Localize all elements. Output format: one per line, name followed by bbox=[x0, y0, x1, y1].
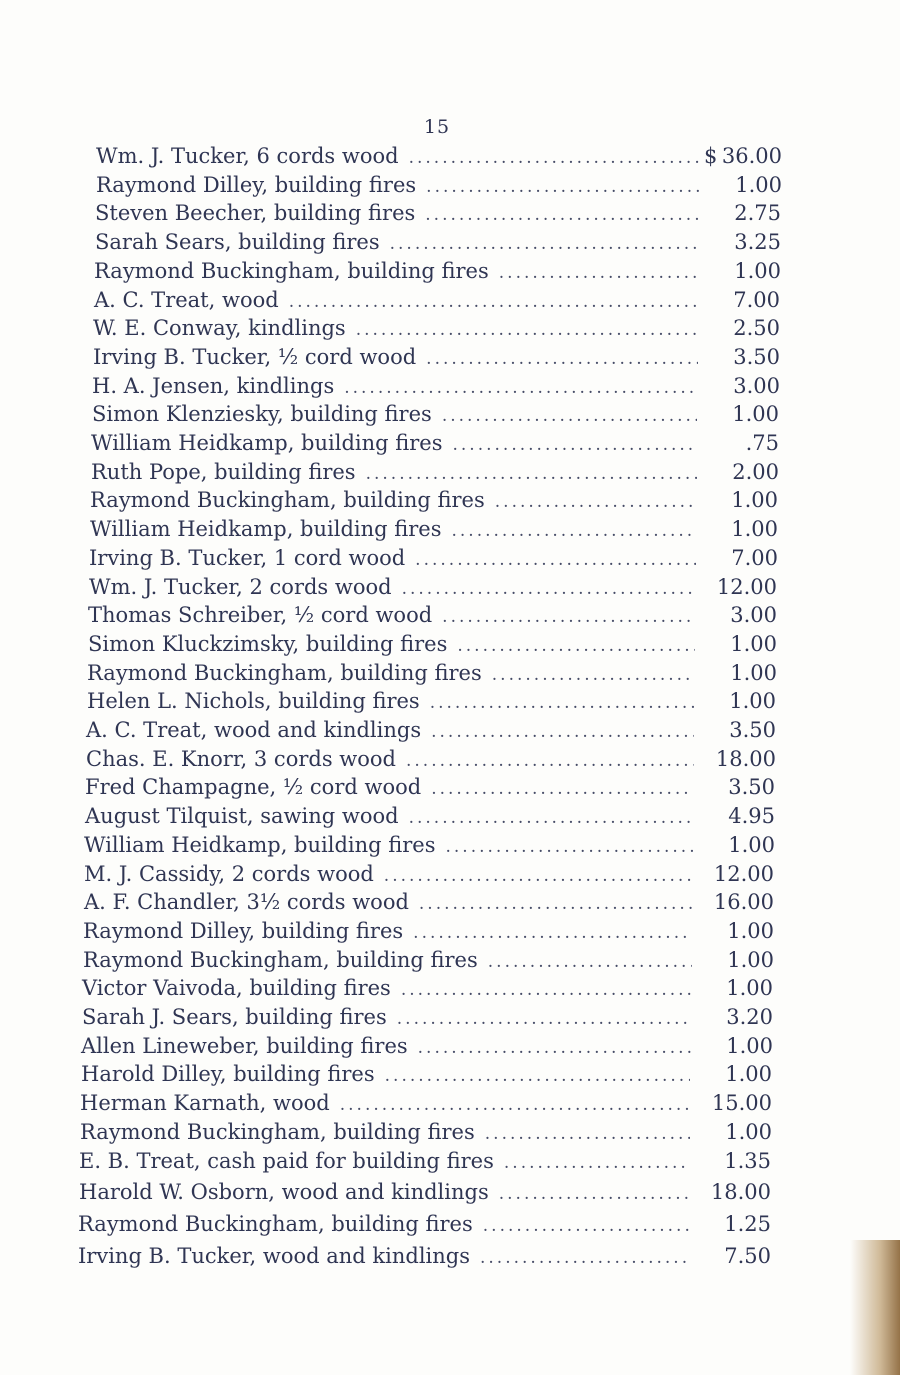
entry-amount: 3.50 bbox=[729, 718, 776, 742]
entry-amount: 1.00 bbox=[731, 517, 778, 542]
ledger-row bbox=[82, 976, 773, 1004]
entry-description: Thomas Schreiber, ½ cord wood bbox=[88, 603, 433, 628]
ledger-row bbox=[78, 1244, 771, 1272]
entry-amount: 3.50 bbox=[733, 344, 780, 369]
entry-amount: 15.00 bbox=[711, 1091, 772, 1116]
entry-description: Irving B. Tucker, ½ cord wood bbox=[93, 344, 417, 369]
ledger-row bbox=[85, 804, 775, 832]
leader-dots bbox=[453, 435, 698, 455]
entry-amount: 18.00 bbox=[710, 1180, 771, 1205]
ledger-row bbox=[92, 374, 780, 402]
entry-amount: 3.00 bbox=[733, 373, 780, 398]
entry-description: Herman Karnath, wood bbox=[80, 1091, 330, 1116]
entry-description: William Heidkamp, building fires bbox=[84, 832, 436, 857]
leader-dots bbox=[409, 148, 700, 168]
leader-dots bbox=[446, 837, 694, 857]
entry-amount: 1.00 bbox=[727, 918, 774, 943]
entry-description: Wm. J. Tucker, 2 cords wood bbox=[89, 574, 392, 599]
leader-dots bbox=[457, 636, 695, 656]
leader-dots bbox=[418, 1038, 691, 1058]
leader-dots bbox=[499, 263, 699, 283]
page-edge-stain bbox=[850, 1240, 900, 1375]
entry-description: E. B. Treat, cash paid for building fires bbox=[79, 1148, 494, 1173]
entry-description: Sarah J. Sears, building fires bbox=[82, 1005, 387, 1029]
entry-description: Raymond Dilley, building fires bbox=[83, 918, 404, 943]
ledger-row bbox=[83, 919, 774, 947]
ledger-row bbox=[95, 230, 781, 258]
entry-amount: 1.00 bbox=[730, 660, 777, 685]
ledger-row bbox=[90, 488, 778, 516]
entry-amount: 7.00 bbox=[731, 545, 778, 570]
entry-amount: 16.00 bbox=[713, 890, 774, 915]
entry-amount: 1.00 bbox=[729, 689, 776, 714]
leader-dots bbox=[406, 751, 694, 771]
entry-description: Raymond Buckingham, building fires bbox=[90, 488, 485, 513]
entry-description: Irving B. Tucker, wood and kindlings bbox=[78, 1243, 470, 1268]
ledger-row bbox=[79, 1149, 771, 1177]
entry-description: H. A. Jensen, kindlings bbox=[92, 373, 335, 398]
entry-amount: 12.00 bbox=[716, 574, 777, 599]
entry-amount: 1.00 bbox=[732, 402, 779, 427]
entry-amount: 4.95 bbox=[728, 804, 775, 829]
entry-description: Sarah Sears, building fires bbox=[95, 230, 380, 255]
entry-amount: 1.00 bbox=[727, 947, 774, 972]
ledger-row bbox=[86, 718, 776, 746]
entry-amount: .75 bbox=[745, 431, 779, 455]
entry-description: Victor Vaivoda, building fires bbox=[82, 976, 391, 1001]
entry-description: Allen Lineweber, building fires bbox=[81, 1033, 408, 1058]
ledger-row bbox=[91, 431, 779, 459]
leader-dots bbox=[452, 521, 697, 541]
entry-amount: 18.00 bbox=[715, 746, 776, 771]
ledger-row bbox=[84, 862, 774, 890]
leader-dots bbox=[344, 378, 698, 398]
entry-description: William Heidkamp, building fires bbox=[90, 517, 442, 542]
entry-amount: 3.25 bbox=[734, 230, 781, 255]
leader-dots bbox=[402, 579, 695, 599]
page-number: 15 bbox=[423, 116, 451, 138]
leader-dots bbox=[419, 894, 692, 914]
ledger-row bbox=[85, 775, 775, 803]
leader-dots bbox=[413, 923, 692, 943]
leader-dots bbox=[426, 177, 700, 197]
entry-amount: 36.00 bbox=[721, 144, 782, 168]
entry-amount: 1.00 bbox=[726, 976, 773, 1001]
leader-dots bbox=[442, 406, 697, 426]
entry-description: Chas. E. Knorr, 3 cords wood bbox=[86, 746, 396, 771]
ledger-row bbox=[95, 201, 781, 229]
leader-dots bbox=[495, 492, 696, 512]
entry-amount: 1.00 bbox=[730, 631, 777, 656]
ledger-row bbox=[81, 1062, 772, 1090]
ledger-row bbox=[92, 402, 779, 430]
leader-dots bbox=[409, 808, 693, 828]
entry-description: Raymond Dilley, building fires bbox=[96, 172, 417, 197]
leader-dots bbox=[289, 292, 698, 312]
ledger-row bbox=[93, 316, 780, 344]
leader-dots bbox=[415, 550, 696, 570]
ledger-row bbox=[89, 575, 777, 603]
ledger-row bbox=[84, 833, 775, 861]
currency-symbol: $ bbox=[704, 144, 718, 168]
leader-dots bbox=[442, 607, 695, 627]
entry-amount: 3.00 bbox=[730, 603, 777, 628]
leader-dots bbox=[492, 665, 695, 685]
leader-dots bbox=[499, 1184, 689, 1204]
entry-amount: 1.00 bbox=[728, 832, 775, 857]
entry-description: M. J. Cassidy, 2 cords wood bbox=[84, 861, 374, 886]
ledger-row bbox=[96, 144, 782, 172]
entry-amount: 2.00 bbox=[732, 459, 779, 484]
entry-description: Raymond Buckingham, building fires bbox=[83, 947, 478, 972]
leader-dots bbox=[385, 1066, 690, 1086]
ledger-row bbox=[87, 689, 776, 717]
entry-amount: 1.35 bbox=[724, 1148, 771, 1173]
entry-amount: 1.00 bbox=[725, 1119, 772, 1144]
entry-description: Ruth Pope, building fires bbox=[91, 459, 356, 484]
entry-amount: 12.00 bbox=[713, 861, 774, 886]
entry-description: Raymond Buckingham, building fires bbox=[87, 660, 482, 685]
entry-description: Fred Champagne, ½ cord wood bbox=[85, 775, 422, 800]
leader-dots bbox=[356, 320, 698, 340]
leader-dots bbox=[488, 952, 692, 972]
ledger-row bbox=[88, 603, 777, 631]
entry-description: Irving B. Tucker, 1 cord wood bbox=[89, 545, 406, 570]
leader-dots bbox=[431, 779, 693, 799]
ledger-row bbox=[94, 259, 781, 287]
entry-amount: 7.00 bbox=[733, 287, 780, 312]
leader-dots bbox=[485, 1124, 690, 1144]
ledger-row bbox=[81, 1034, 773, 1062]
entry-amount: 1.00 bbox=[731, 488, 778, 513]
leader-dots bbox=[480, 1248, 689, 1268]
entry-description: Steven Beecher, building fires bbox=[95, 201, 416, 226]
leader-dots bbox=[426, 349, 698, 369]
ledger-row bbox=[78, 1212, 771, 1240]
entry-description: Harold Dilley, building fires bbox=[81, 1062, 375, 1087]
entry-description: Simon Klenziesky, building fires bbox=[92, 402, 432, 427]
entry-description: Raymond Buckingham, building fires bbox=[94, 258, 489, 283]
leader-dots bbox=[483, 1216, 689, 1236]
ledger-row bbox=[80, 1120, 772, 1148]
leader-dots bbox=[431, 722, 694, 742]
entry-description: Raymond Buckingham, building fires bbox=[80, 1119, 475, 1144]
entry-description: A. C. Treat, wood bbox=[94, 287, 279, 312]
leader-dots bbox=[390, 234, 699, 254]
ledger-row bbox=[94, 288, 780, 316]
entry-description: August Tilquist, sawing wood bbox=[85, 804, 399, 829]
entry-description: A. F. Chandler, 3½ cords wood bbox=[84, 890, 409, 915]
entry-amount: 1.00 bbox=[734, 258, 781, 283]
entry-amount: 3.20 bbox=[726, 1005, 773, 1029]
entry-amount: 1.00 bbox=[725, 1062, 772, 1087]
entry-amount: 1.00 bbox=[726, 1033, 773, 1058]
leader-dots bbox=[401, 980, 691, 1000]
leader-dots bbox=[366, 464, 697, 484]
entry-amount: 2.75 bbox=[734, 201, 781, 226]
entry-amount: 1.25 bbox=[724, 1211, 771, 1236]
entry-description: W. E. Conway, kindlings bbox=[93, 316, 346, 341]
leader-dots bbox=[425, 205, 699, 225]
entry-description: Raymond Buckingham, building fires bbox=[78, 1211, 473, 1236]
ledger-row bbox=[82, 1005, 773, 1033]
entry-amount: 1.00 bbox=[735, 172, 782, 197]
leader-dots bbox=[340, 1095, 690, 1115]
entry-amount: 3.50 bbox=[728, 775, 775, 800]
leader-dots bbox=[430, 693, 694, 713]
entry-description: William Heidkamp, building fires bbox=[91, 431, 443, 455]
ledger-row bbox=[91, 460, 779, 488]
entry-amount: 7.50 bbox=[724, 1243, 771, 1268]
leader-dots bbox=[397, 1009, 691, 1029]
entry-description: Simon Kluckzimsky, building fires bbox=[88, 631, 448, 656]
ledger-row bbox=[96, 173, 782, 201]
entry-amount: 2.50 bbox=[733, 316, 780, 341]
ledger-row bbox=[84, 890, 774, 918]
ledger-row bbox=[83, 948, 774, 976]
leader-dots bbox=[384, 866, 692, 886]
ledger-row bbox=[88, 632, 777, 660]
ledger-row bbox=[93, 345, 780, 373]
entry-description: A. C. Treat, wood and kindlings bbox=[86, 718, 422, 742]
ledger-row bbox=[80, 1091, 772, 1119]
ledger-row bbox=[87, 661, 777, 689]
ledger-row bbox=[89, 546, 778, 574]
entry-description: Harold W. Osborn, wood and kindlings bbox=[79, 1180, 489, 1205]
leader-dots bbox=[504, 1153, 689, 1173]
ledger-row bbox=[90, 517, 778, 545]
ledger-row bbox=[86, 747, 776, 775]
ledger-row bbox=[79, 1180, 771, 1208]
entry-description: Wm. J. Tucker, 6 cords wood bbox=[96, 144, 399, 168]
entry-description: Helen L. Nichols, building fires bbox=[87, 689, 420, 714]
